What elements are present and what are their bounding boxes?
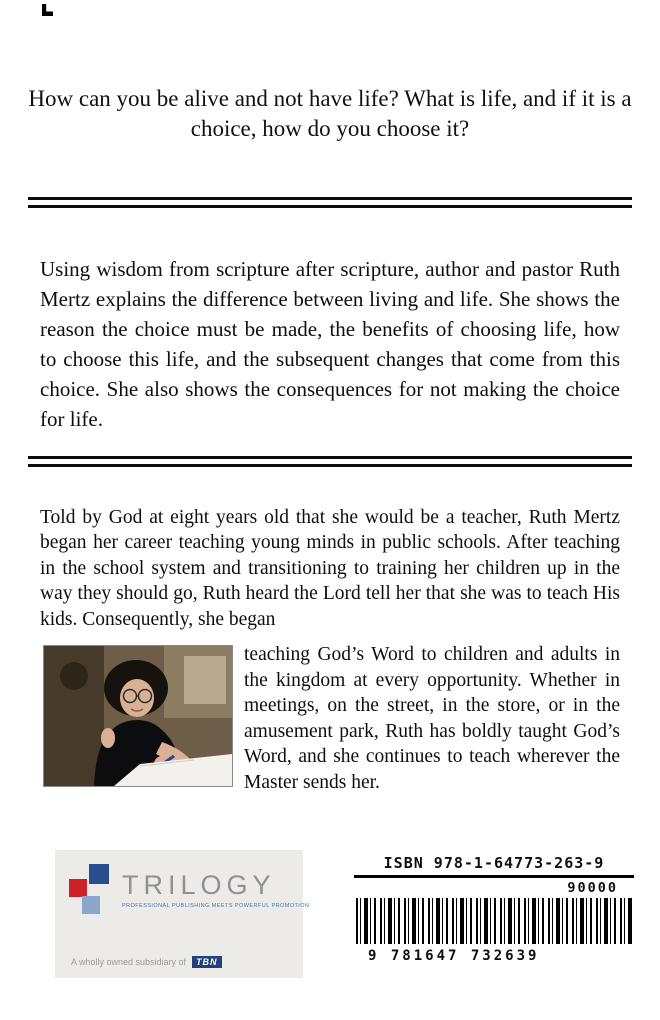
barcode-digits: 9 781647 732639 bbox=[368, 948, 540, 964]
headline: How can you be alive and not have life? What is life, and if it is a choice, how do you choose it? bbox=[28, 86, 632, 142]
author-bio-section bbox=[40, 505, 620, 796]
synopsis-text: Using wisdom from scripture after scripture, author and pastor Ruth Mertz explains the difference between living and life. She shows the reason the choice must be made, the benefits of choosing life, how to choose this life, and the subsequent changes that come from this choice. She also shows the consequences for not making the choice for life. bbox=[40, 256, 620, 431]
divider-bottom bbox=[28, 456, 632, 467]
logo-square-blue bbox=[89, 864, 109, 884]
barcode-price-code: 90000 bbox=[567, 880, 618, 896]
bio-photo-row bbox=[40, 642, 620, 795]
logo-square-lightblue bbox=[82, 896, 100, 914]
isbn-number: ISBN 978-1-64773-263-9 bbox=[354, 852, 634, 878]
footer bbox=[0, 850, 660, 978]
subsidiary-text: A wholly owned subsidiary of bbox=[71, 957, 187, 967]
divider-top bbox=[28, 197, 632, 208]
subsidiary-row bbox=[67, 956, 293, 968]
publisher-logo-box bbox=[55, 850, 310, 978]
trilogy-logo-icon bbox=[67, 864, 113, 916]
barcode-box bbox=[348, 850, 640, 978]
tbn-logo: TBN bbox=[192, 956, 222, 968]
bio-text-intro: Told by God at eight years old that she would be a teacher, Ruth Mertz began her career teaching young minds in public schools. After teaching in the school system and transitioning to training her children up in the way they should go, Ruth heard the Lord tell her that she was to teach His kids. Consequently, she began bbox=[40, 506, 620, 630]
publisher-logo-row bbox=[67, 864, 310, 916]
author-photo bbox=[44, 646, 232, 786]
author-photo-illustration bbox=[44, 646, 232, 786]
logo-square-red bbox=[69, 879, 87, 897]
publisher-name: TRILOGY bbox=[122, 869, 276, 900]
publisher-tagline: PROFESSIONAL PUBLISHING MEETS POWERFUL PROMOTION bbox=[122, 902, 310, 909]
publisher-wordmark bbox=[122, 869, 310, 909]
barcode-bars bbox=[356, 898, 632, 944]
bio-text-continued: teaching God’s Word to children and adults in the kingdom at every opportunity. Whether in meetings, on the street, in the store, or in the amusement park, Ruth has boldly taught God’s Word, and she continues to teach wherever the Master sends her. bbox=[244, 644, 620, 793]
